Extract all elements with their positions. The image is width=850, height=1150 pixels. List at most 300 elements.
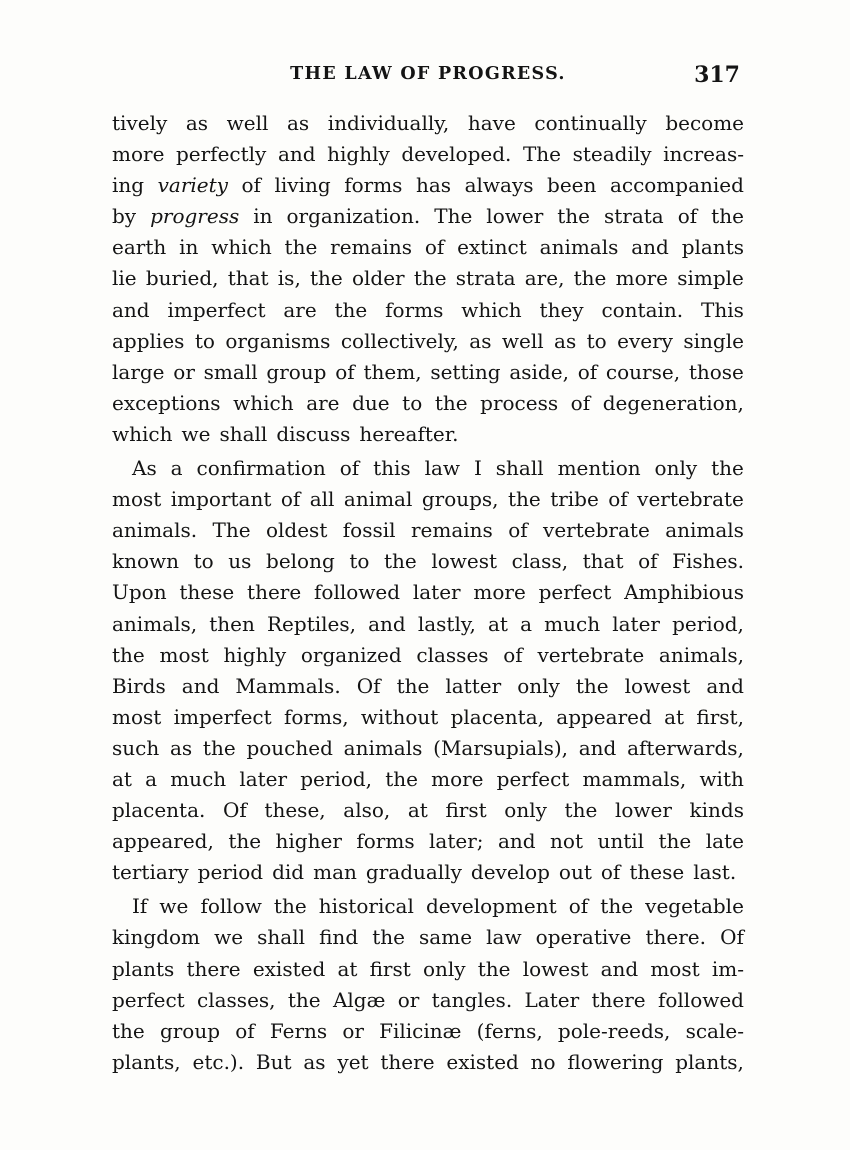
word: simple — [677, 266, 744, 291]
paragraph — [112, 891, 744, 1078]
word: a — [170, 456, 183, 481]
word: or — [173, 359, 195, 384]
word: period, — [300, 766, 373, 791]
word: small — [203, 359, 258, 384]
word: of — [508, 518, 528, 543]
word: exceptions — [112, 390, 221, 415]
word: lower — [614, 798, 672, 823]
text-line — [112, 515, 744, 546]
word: developed. — [401, 142, 512, 167]
word: are — [283, 297, 317, 322]
word: until — [597, 829, 645, 854]
word: and — [497, 829, 536, 854]
word: with — [699, 766, 744, 791]
word: flowering — [567, 1049, 664, 1074]
word: animal — [343, 487, 413, 512]
word: Of — [720, 925, 744, 950]
text-line — [112, 419, 744, 450]
word: only — [422, 956, 466, 981]
word: man — [313, 860, 357, 885]
word: degeneration, — [602, 390, 744, 415]
word: lower — [486, 204, 544, 229]
word: progress — [150, 204, 240, 229]
word: of — [577, 359, 598, 384]
word: the — [284, 235, 318, 260]
word: Of — [222, 798, 247, 823]
word: animals — [665, 518, 744, 543]
word: the — [711, 204, 744, 229]
body-text — [112, 108, 744, 1078]
word: tangles. — [431, 987, 513, 1012]
word: there — [380, 1049, 435, 1074]
word: animals, — [658, 642, 744, 667]
word: kingdom — [112, 925, 201, 950]
word: forms, — [283, 704, 349, 729]
word: in — [253, 204, 273, 229]
word: perfect — [496, 766, 570, 791]
word: more — [615, 266, 669, 291]
word: of — [568, 894, 589, 919]
word: to — [193, 549, 214, 574]
word: development — [425, 894, 557, 919]
text-line — [112, 826, 744, 857]
word: of — [280, 487, 301, 512]
word: tribe — [550, 487, 599, 512]
word: individually, — [327, 111, 450, 135]
word: strata — [603, 204, 664, 229]
word: animals — [539, 235, 619, 260]
word: most — [112, 704, 162, 729]
word: the — [273, 894, 307, 919]
word: highly — [223, 642, 287, 667]
word: as — [286, 111, 310, 135]
text-line — [112, 671, 744, 702]
word: most — [112, 487, 162, 512]
word: pouched — [246, 735, 333, 760]
word: plants, — [112, 1049, 181, 1074]
text-line — [112, 232, 744, 263]
word: and — [706, 673, 744, 698]
word: increas- — [663, 142, 744, 167]
text-line — [112, 577, 744, 608]
word: organized — [300, 642, 402, 667]
word: animals — [343, 735, 423, 760]
word: there. — [645, 925, 706, 950]
word: continually — [534, 111, 647, 135]
word: of — [235, 1018, 255, 1043]
word: later — [612, 611, 660, 636]
word: setting — [430, 359, 501, 384]
word: plants, — [675, 1049, 744, 1074]
word: there — [186, 956, 241, 981]
word: of — [241, 173, 261, 198]
word: out — [558, 860, 592, 885]
word: perfect — [112, 987, 185, 1012]
word: applies — [112, 328, 185, 353]
word: as — [169, 735, 193, 760]
word: to — [586, 328, 607, 353]
word: a — [145, 766, 158, 791]
word: or — [342, 1018, 364, 1043]
text-line — [112, 1016, 744, 1047]
word: late — [705, 829, 744, 854]
word: of — [638, 549, 658, 574]
word: later — [239, 766, 288, 791]
word: these — [179, 580, 235, 605]
word: in — [179, 235, 199, 260]
word: the — [384, 549, 417, 574]
word: lowest — [431, 549, 498, 574]
word: the — [334, 297, 368, 322]
word: to — [194, 328, 215, 353]
word: and — [368, 611, 406, 636]
word: as — [469, 328, 492, 353]
word: at — [337, 956, 358, 981]
word: imperfect — [173, 704, 272, 729]
word: steadily — [572, 142, 652, 167]
word: mammals, — [582, 766, 687, 791]
word: at — [488, 611, 508, 636]
word: vertebrate — [543, 518, 650, 543]
text-line — [112, 640, 744, 671]
word: Birds — [112, 673, 166, 698]
word: older — [351, 266, 405, 291]
word: I — [473, 456, 482, 481]
text-line — [112, 702, 744, 733]
word: confirmation — [196, 456, 326, 481]
word: much — [170, 766, 227, 791]
word: shall — [495, 456, 544, 481]
word: existed — [446, 1049, 519, 1074]
word: those — [688, 359, 744, 384]
word: at — [407, 798, 428, 823]
word: they — [539, 297, 584, 322]
text-line — [112, 484, 744, 515]
text-line — [112, 922, 744, 953]
word: hereafter. — [359, 421, 459, 446]
word: Mammals. — [235, 673, 341, 698]
word: Algæ — [332, 987, 386, 1012]
word: of — [335, 359, 355, 384]
word: extinct — [457, 235, 527, 260]
word: (Marsupials), — [433, 735, 568, 760]
word: yet — [337, 1049, 369, 1074]
word: As — [132, 456, 157, 481]
word: animals. — [112, 518, 198, 543]
word: the — [600, 894, 634, 919]
word: these — [629, 860, 685, 885]
word: important — [170, 487, 272, 512]
word: as — [185, 111, 209, 135]
word: which — [233, 390, 294, 415]
word: pole-reeds, — [557, 1018, 671, 1043]
word: and — [631, 235, 669, 260]
word: these, — [264, 798, 326, 823]
word: belong — [266, 549, 335, 574]
word: placenta, — [450, 704, 544, 729]
word: discuss — [276, 421, 351, 446]
word: perfectly — [175, 142, 267, 167]
word: existed — [252, 956, 326, 981]
word: and — [181, 673, 220, 698]
word: latter — [445, 673, 502, 698]
word: well — [501, 328, 544, 353]
word: most — [650, 956, 700, 981]
word: course, — [605, 359, 681, 384]
word: Fishes. — [672, 549, 744, 574]
word: and — [600, 956, 639, 981]
word: same — [419, 925, 473, 950]
word: But — [255, 1049, 292, 1074]
word: operative — [535, 925, 632, 950]
word: period, — [672, 611, 744, 636]
word: variety — [157, 173, 228, 198]
word: im- — [711, 956, 744, 981]
word: living — [274, 173, 331, 198]
paragraph — [112, 108, 744, 450]
word: and — [277, 142, 316, 167]
text-line — [112, 170, 744, 201]
word: at — [664, 704, 685, 729]
word: them, — [363, 359, 422, 384]
word: the — [228, 829, 262, 854]
word: not — [550, 829, 584, 854]
word: is, — [277, 266, 301, 291]
word: afterwards, — [627, 735, 744, 760]
word: develop — [470, 860, 550, 885]
word: forms — [356, 829, 415, 854]
word: Amphibious — [624, 580, 744, 605]
word: the — [112, 642, 145, 667]
word: that — [582, 549, 624, 574]
word: later — [412, 580, 461, 605]
word: the — [507, 487, 541, 512]
word: are — [306, 390, 340, 415]
word: Upon — [112, 580, 167, 605]
word: then — [209, 611, 255, 636]
word: lowest — [522, 956, 589, 981]
word: large — [112, 359, 165, 384]
word: class, — [511, 549, 569, 574]
word: mention — [557, 456, 641, 481]
word: single — [683, 328, 744, 353]
word: vertebrate — [537, 642, 645, 667]
word: there — [247, 580, 302, 605]
word: oldest — [265, 518, 328, 543]
word: as — [303, 1049, 326, 1074]
word: by — [112, 204, 137, 229]
word: buried, — [145, 266, 219, 291]
word: law — [486, 925, 522, 950]
word: collectively, — [340, 328, 459, 353]
word: Of — [356, 673, 381, 698]
word: every — [617, 328, 673, 353]
text-line — [112, 733, 744, 764]
word: of — [570, 390, 591, 415]
text-line — [112, 954, 744, 985]
word: imperfect — [167, 297, 266, 322]
word: follow — [200, 894, 262, 919]
text-line — [112, 139, 744, 170]
word: (ferns, — [476, 1018, 543, 1043]
word: animals, — [112, 611, 198, 636]
word: group — [159, 1018, 221, 1043]
word: the — [557, 204, 590, 229]
word: plants — [681, 235, 744, 260]
word: placenta. — [112, 798, 206, 823]
word: vegetable — [645, 894, 744, 919]
word: without — [360, 704, 439, 729]
word: this — [373, 456, 411, 481]
text-line — [112, 891, 744, 922]
word: If — [132, 894, 148, 919]
word: the — [287, 987, 321, 1012]
word: only — [517, 673, 560, 698]
word: more — [112, 142, 165, 167]
word: aside, — [509, 359, 569, 384]
word: Filicinæ — [379, 1018, 462, 1043]
word: classes, — [197, 987, 276, 1012]
word: did — [272, 860, 305, 885]
text-line — [112, 453, 744, 484]
word: due — [352, 390, 390, 415]
word: later; — [429, 829, 484, 854]
text-line — [112, 201, 744, 232]
word: more — [431, 766, 484, 791]
word: has — [415, 173, 452, 198]
word: which — [211, 235, 272, 260]
word: This — [701, 297, 744, 322]
word: The — [522, 142, 562, 167]
word: become — [665, 111, 744, 135]
word: Ferns — [269, 1018, 328, 1043]
word: only — [654, 456, 698, 481]
word: well — [226, 111, 269, 135]
word: of — [677, 204, 698, 229]
word: as — [554, 328, 577, 353]
word: Later — [524, 987, 580, 1012]
word: appeared, — [112, 829, 214, 854]
text-line — [112, 857, 744, 888]
word: there — [591, 987, 646, 1012]
text-line — [112, 795, 744, 826]
word: appeared — [556, 704, 652, 729]
word: all — [309, 487, 335, 512]
word: vertebrate — [637, 487, 744, 512]
word: also, — [343, 798, 391, 823]
text-line — [112, 108, 744, 139]
word: only — [504, 798, 547, 823]
text-line — [112, 1047, 744, 1078]
word: the — [385, 766, 418, 791]
word: known — [112, 549, 180, 574]
word: followed — [657, 987, 744, 1012]
word: the — [396, 673, 430, 698]
word: to — [402, 390, 423, 415]
word: shall — [219, 421, 268, 446]
word: of — [608, 487, 628, 512]
word: of — [600, 860, 621, 885]
word: of — [339, 456, 360, 481]
text-line — [112, 263, 744, 294]
word: and — [578, 735, 617, 760]
word: that — [227, 266, 269, 291]
text-line — [112, 357, 744, 388]
word: at — [112, 766, 132, 791]
word: the — [413, 266, 447, 291]
word: and — [112, 297, 150, 322]
word: groups, — [421, 487, 499, 512]
word: organisms — [225, 328, 331, 353]
word: first — [445, 798, 487, 823]
word: the — [434, 390, 468, 415]
word: which — [112, 421, 173, 446]
word: a — [520, 611, 533, 636]
word: historical — [318, 894, 414, 919]
word: classes — [416, 642, 489, 667]
word: we — [159, 894, 189, 919]
word: lastly, — [417, 611, 476, 636]
word: such — [112, 735, 160, 760]
word: higher — [275, 829, 342, 854]
word: first — [369, 956, 411, 981]
word: more — [473, 580, 526, 605]
word: the — [112, 1018, 145, 1043]
word: contain. — [601, 297, 684, 322]
word: organization. — [286, 204, 421, 229]
word: The — [434, 204, 473, 229]
paragraph — [112, 453, 744, 888]
word: the — [575, 673, 609, 698]
word: remains — [330, 235, 412, 260]
word: the — [310, 266, 343, 291]
word: scale- — [685, 1018, 744, 1043]
word: much — [544, 611, 601, 636]
word: period — [197, 860, 264, 885]
word: the — [477, 956, 511, 981]
word: law — [424, 456, 461, 481]
word: The — [212, 518, 251, 543]
text-line — [112, 295, 744, 326]
word: followed — [314, 580, 401, 605]
word: tively — [112, 111, 168, 135]
word: of — [424, 235, 445, 260]
text-line — [112, 546, 744, 577]
word: always — [464, 173, 534, 198]
word: been — [547, 173, 597, 198]
word: us — [228, 549, 252, 574]
word: which — [461, 297, 522, 322]
word: perfect — [538, 580, 612, 605]
word: the — [202, 735, 236, 760]
word: the — [372, 925, 405, 950]
word: plants — [112, 956, 175, 981]
word: have — [467, 111, 516, 135]
word: accompanied — [609, 173, 744, 198]
word: lowest — [624, 673, 691, 698]
word: or — [397, 987, 420, 1012]
running-title: THE LAW OF PROGRESS. — [290, 64, 566, 84]
word: to — [349, 549, 370, 574]
text-line — [112, 388, 744, 419]
page-number: 317 — [694, 62, 740, 88]
text-line — [112, 985, 744, 1016]
word: the — [564, 798, 598, 823]
word: we — [181, 421, 211, 446]
word: of — [503, 642, 523, 667]
word: are, — [524, 266, 565, 291]
word: the — [658, 829, 692, 854]
